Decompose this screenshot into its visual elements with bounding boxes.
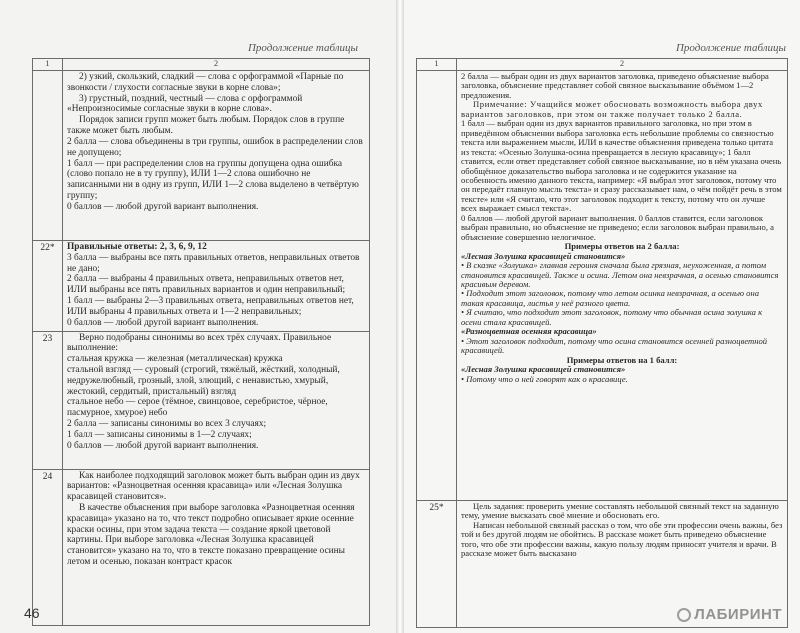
task-number [33,71,63,241]
answer-key-line: Правильные ответы: 2, 3, 6, 9, 12 [67,242,207,252]
examples-2-heading: Примеры ответов на 2 балла: [564,241,680,252]
criteria-line: 0 баллов — любой другой вариант выполнения. 0 баллов ставится, если заголовок выбран правильно, но объяснение не приведено; если заголовок выбран правильно, а объяснение совершенно нелогичное. [461,212,774,242]
criteria-line: 0 баллов — любой другой вариант выполнения. [67,317,259,328]
col-header-1: 1 [417,59,457,71]
criteria-line: Цель задания: проверить умение составлять небольшой связный текст на заданную тему, умение высказать своё мнение и обосновать его. [461,501,779,521]
criteria-line: 0 баллов — любой другой вариант выполнения. [67,440,259,451]
logo-text: ЛАБИРИНТ [694,606,782,623]
example-item: • В сказке «Золушка» главная героиня сначала была грязная, неухоженная, а потом становится красавицей. Также и осина. Летом она невзрачная, а осенью становится красивым деревом. [461,260,779,289]
criteria-line: 3) грустный, поздний, честный — слова с орфограммой «Непроизносимые согласные звуки в корне слова». [67,93,303,115]
criteria-line: стальное небо — серое (тёмное, свинцовое, серебристое, чёрное, пасмурное, хмурое) небо [67,397,328,419]
left-page [0,0,396,633]
book-gutter [396,0,404,633]
table-header-row [33,59,370,71]
publisher-logo [677,606,782,623]
table-row [33,469,370,626]
criteria-line: Верно подобраны синонимы во всех трёх случаях. Правильное выполнение: [67,332,332,354]
task-number: 24 [33,469,63,626]
criteria-line: стальной взгляд — суровый (строгий, тяжёлый, жёсткий, холодный, недружелюбный, грозный, злой, злющий, с ненавистью, хмурый, жестокий, сердитый, пристальный) взгляд [67,364,340,397]
table-row [33,331,370,469]
task-criteria [63,241,370,332]
left-rubric-table [32,58,370,626]
example-item: • Я считаю, что подходит этот заголовок, потому что обычная осина золушка к осени стала красавицей. [461,307,763,327]
page-number: 46 [24,605,40,621]
task-criteria [457,71,788,501]
table-row [417,71,788,501]
example-title: «Лесная Золушка красавицей становится» [461,364,626,375]
right-continuation-title: Продолжение таблицы [675,42,786,54]
example-title: «Разноцветная осенняя красавица» [461,326,597,337]
logo-circle-icon [677,608,691,622]
col-header-2: 2 [457,59,788,71]
criteria-line: 1 балл — выбран один из двух вариантов правильного заголовка, но при этом в приведённом объяснении выбора заголовка есть небольшие проблемы со связностью текста или выражением мысли, ИЛИ в качестве объяснения приведена только цитата из текста: «Осенью Золушка-осина превращается в лесную красавицу»; 1 балл ставится, если ответ представляет собой связное высказывание, но в нём указана очень обобщённое доказательство выбора заголовка и не содержится указание на особенность именно данного текста, например: «Я выбрал этот заголовок, потому что он передаёт главную мысль текста» и сразу рассказывает нам, о чём пойдёт речь в этом тексте» или «Я считаю, что этот заголовок подходит к тексту, потому что он лучше всех выражает смысл текста». [461,118,782,214]
example-item: • Подходит этот заголовок, потому что летом осинка невзрачная, а осенью она такая красавица, листья у неё разного цвета. [461,288,760,308]
task-criteria [63,331,370,469]
example-title: «Лесная Золушка красавицей становится» [461,250,626,261]
note-line: Примечание: Учащийся может обосновать возможность выбора двух вариантов заголовков, при этом он также получает только 2 балла. [461,99,763,119]
criteria-line: 2) узкий, скользкий, сладкий — слова с орфограммой «Парные по звонкости / глухости согласные звуки в корне слова»; [67,72,344,93]
criteria-line: 2 балла — выбран один из двух вариантов заголовка, приведено объяснение выбора заголовка, объяснение представляет собой связное высказывание объёмом 1—2 предложения. [461,71,769,100]
criteria-line: стальная кружка — железная (металлическая) кружка [67,354,283,365]
criteria-line: 2 балла — выбраны 4 правильных ответа, неправильных ответов нет, ИЛИ выбраны все пять правильных вариантов и один неправильный; [67,274,346,296]
criteria-line: В качестве объяснения при выборе заголовка «Разноцветная осенняя красавица» указано на то, что текст подробно описывает яркие осенние краски осины, при этом задача текста — создание яркой цветовой картины. При выборе заголовка «Лесная Золушка красавицей становится» указано на то, что в тексте показано превращение осины летом и осенью, показан контраст красок [67,502,355,567]
criteria-line: 2 балла — слова объединены в три группы, ошибок в распределении слов не допущено; [67,136,363,158]
right-page [404,0,800,633]
criteria-line: Как наиболее подходящий заголовок может быть выбран один из двух вариантов: «Разноцветная осенняя красавица» или «Лесная Золушка красавицей становится». [67,470,360,503]
left-continuation-title: Продолжение таблицы [247,42,358,54]
criteria-line: 1 балл — выбраны 2—3 правильных ответа, неправильных ответов нет, ИЛИ выбраны 4 правильных ответа и 1—2 неправильных; [67,296,354,317]
col-header-2: 2 [63,59,370,71]
table-row [33,241,370,332]
task-criteria [63,469,370,626]
examples-1-heading: Примеры ответов на 1 балл: [566,354,678,365]
criteria-line: Написан небольшой связный рассказ о том, что обе эти профессии очень важны, без той и без другой людям не обойтись. В рассказе может быть приведено объяснение того, что обе эти профессии важны, какую пользу людям приносят учителя и врачи. В рассказе может быть высказано [461,519,783,559]
task-number: 23 [33,331,63,469]
criteria-line: 2 балла — записаны синонимы во всех 3 случаях; [67,419,267,429]
task-criteria [63,71,370,241]
example-item: • Этот заголовок подходит, потому что осина становится осенней разноцветной красавицей. [461,335,768,356]
table-header-row [417,59,788,71]
col-header-1: 1 [33,59,63,71]
criteria-line: 1 балл — записаны синонимы в 1—2 случаях; [67,429,252,440]
criteria-line: 0 баллов — любой другой вариант выполнения. [67,201,259,212]
example-item: • Потому что о ней говорят как о красавице. [461,373,628,384]
right-rubric-table [416,58,788,628]
task-number: 25* [417,501,457,628]
table-row [33,71,370,241]
task-number: 22* [33,241,63,332]
criteria-line: Порядок записи групп может быть любым. Порядок слов в группе также может быть любым. [67,115,345,137]
criteria-line: 1 балл — при распределении слов на группы допущена одна ошибка (слово попало не в ту группу), ИЛИ 1—2 слова ошибочно не записанными ни в одну из групп, ИЛИ 1—2 слова выделено в четвёртую группу; [67,158,359,201]
task-number [417,71,457,501]
criteria-line: 3 балла — выбраны все пять правильных ответов, неправильных ответов не дано; [67,252,360,274]
